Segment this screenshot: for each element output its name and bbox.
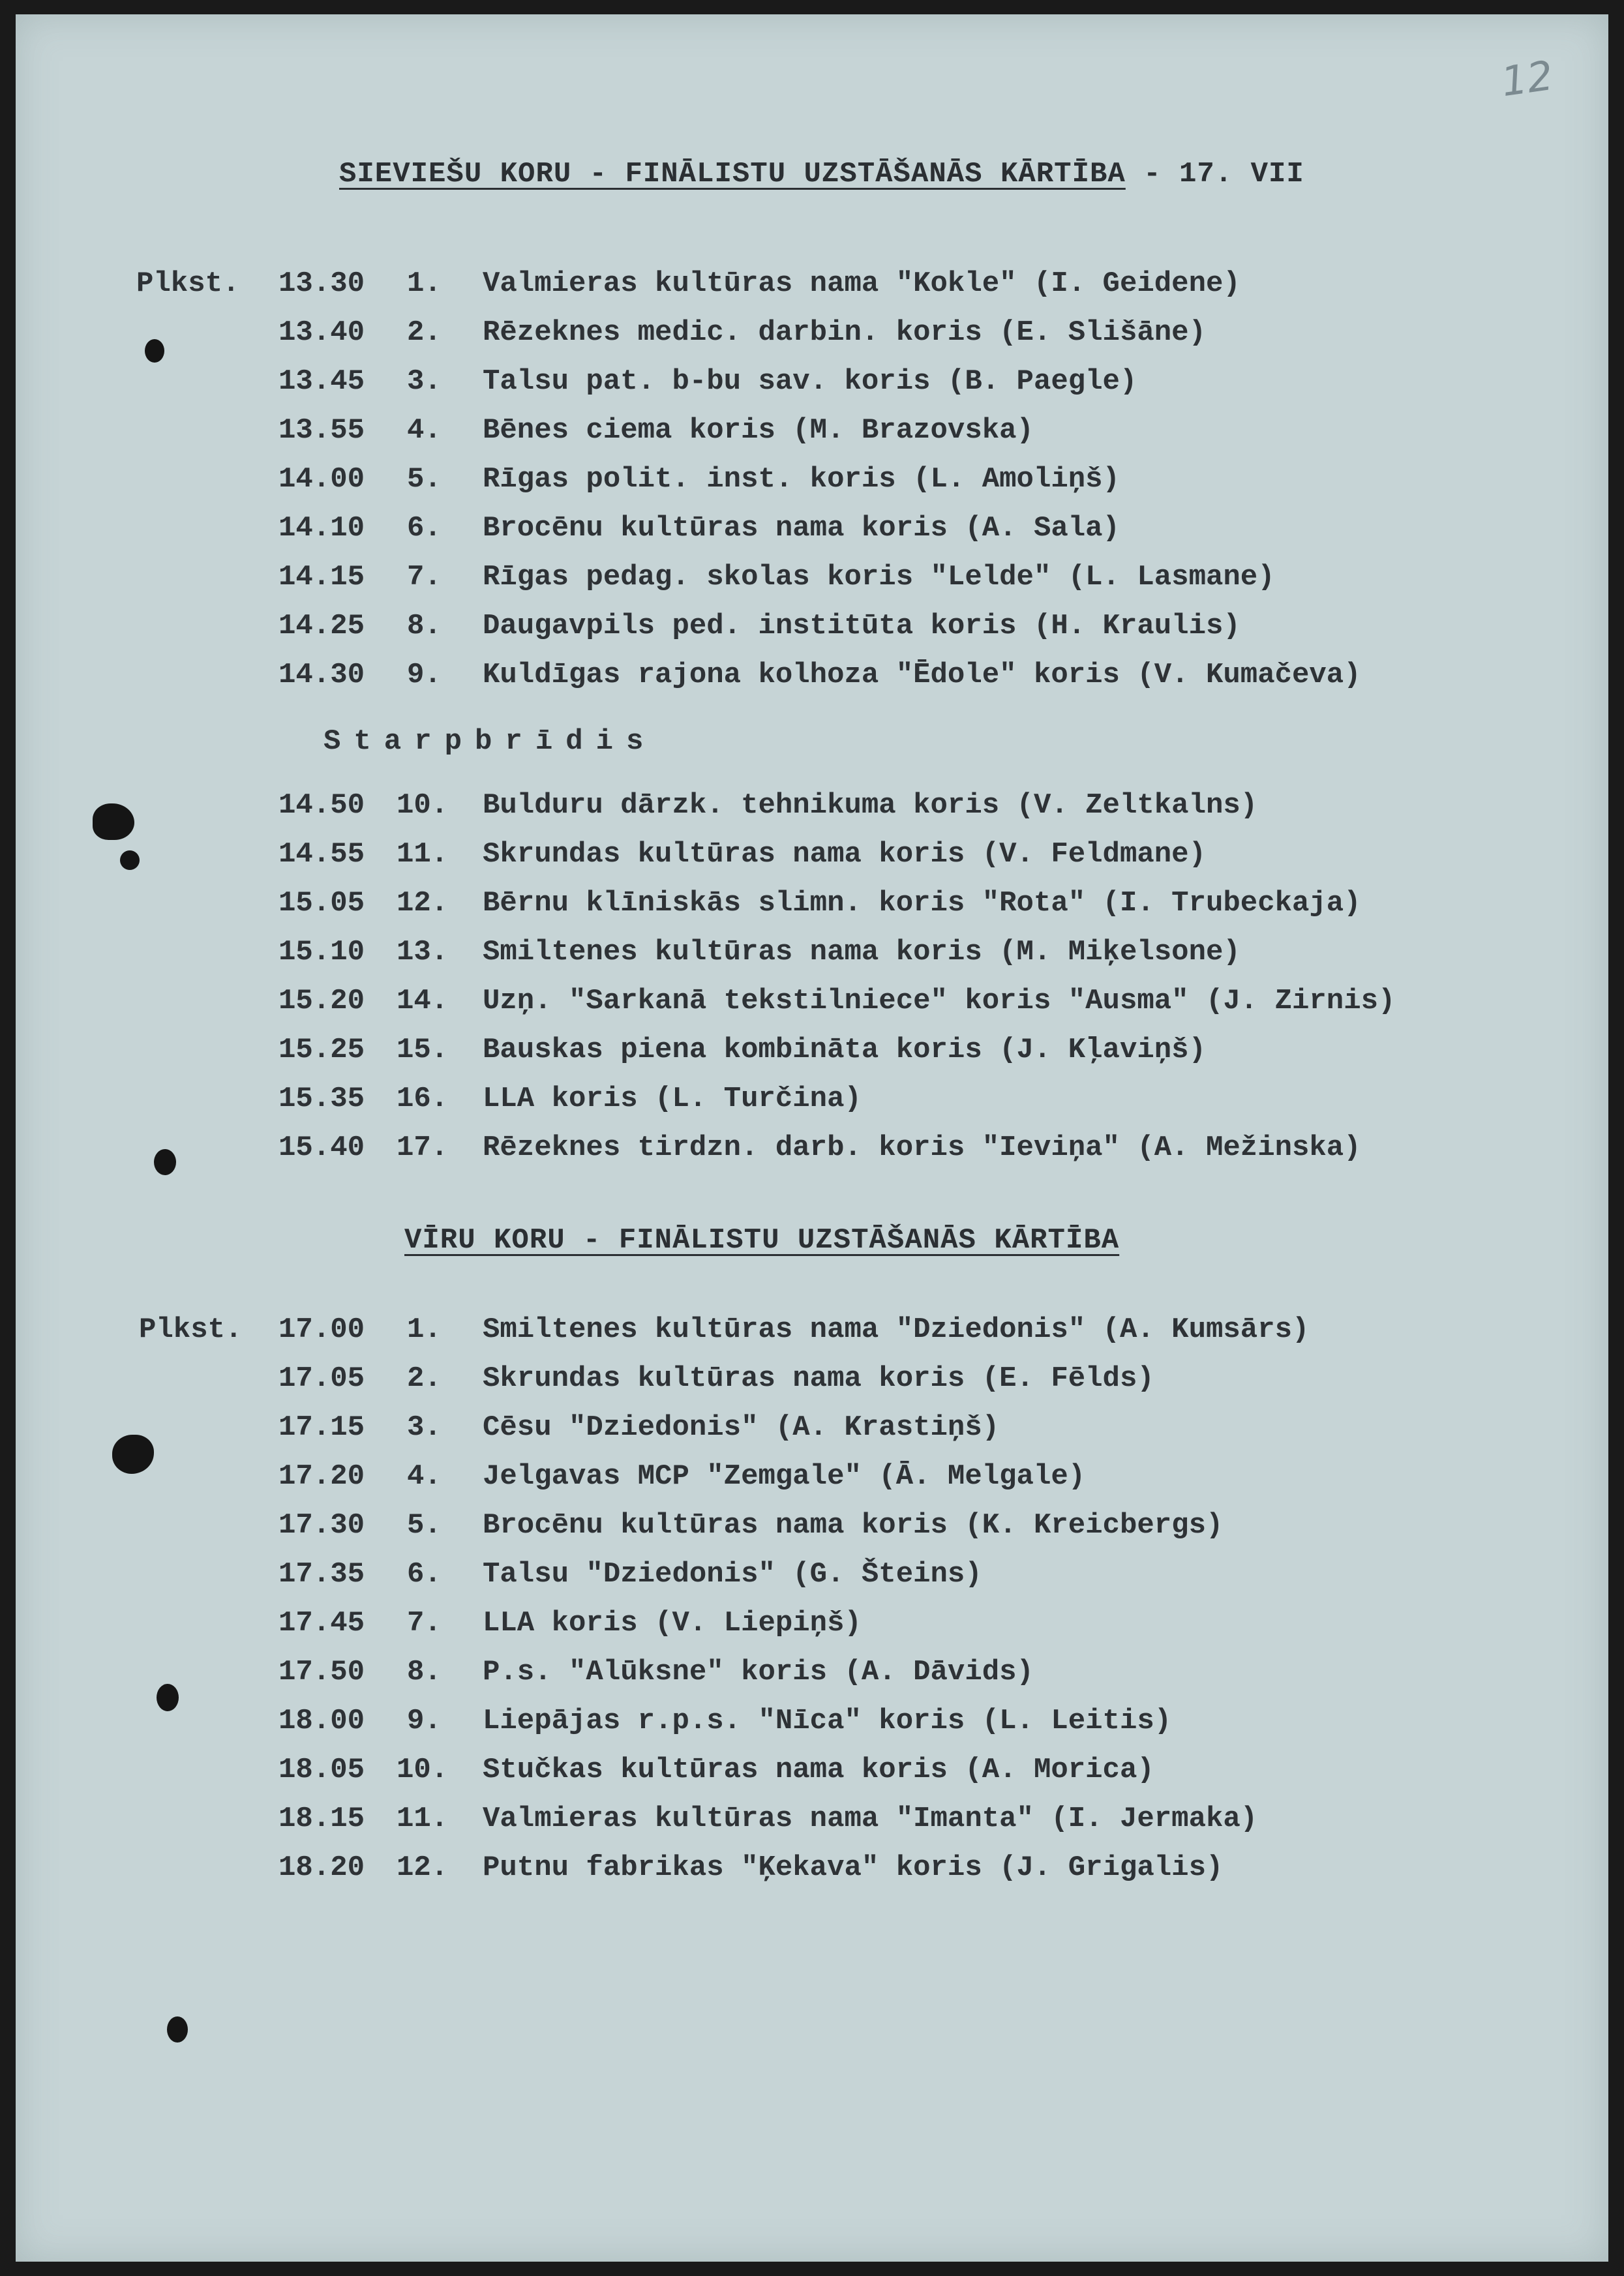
item-number: 5. [407, 1509, 442, 1542]
time: 18.00 [278, 1705, 365, 1737]
intermission-label: Starpbrīdis [323, 725, 657, 758]
item-number: 4. [407, 414, 442, 447]
choir-entry: Cēsu "Dziedonis" (A. Krastiņš) [483, 1411, 1000, 1444]
time: 15.05 [278, 887, 365, 920]
item-number: 11. [397, 838, 449, 871]
choir-entry: Putnu fabrikas "Ķekava" koris (J. Grigalis) [483, 1851, 1224, 1884]
time: 13.40 [278, 316, 365, 349]
men-title-main: VĪRU KORU - FINĀLISTU UZSTĀŠANĀS KĀRTĪBA [404, 1224, 1120, 1257]
item-number: 4. [407, 1460, 442, 1493]
time: 15.35 [278, 1083, 365, 1115]
time: 17.50 [278, 1656, 365, 1688]
choir-entry: Bulduru dārzk. tehnikuma koris (V. Zeltkalns) [483, 789, 1258, 822]
item-number: 2. [407, 1362, 442, 1395]
choir-entry: LLA koris (L. Turčina) [483, 1083, 862, 1115]
item-number: 7. [407, 1607, 442, 1640]
time: 14.50 [278, 789, 365, 822]
women-choirs-title [339, 158, 1304, 190]
document-page [16, 14, 1608, 2262]
choir-entry: Bērnu klīniskās slimn. koris "Rota" (I. Trubeckaja) [483, 887, 1361, 920]
item-number: 5. [407, 463, 442, 496]
punch-hole [112, 1435, 154, 1474]
time: 17.45 [278, 1607, 365, 1640]
choir-entry: Talsu "Dziedonis" (G. Šteins) [483, 1558, 982, 1591]
punch-hole [167, 2016, 188, 2043]
choir-entry: Rēzeknes medic. darbin. koris (E. Slišāne) [483, 316, 1206, 349]
time: 13.55 [278, 414, 365, 447]
choir-entry: Smiltenes kultūras nama "Dziedonis" (A. Kumsārs) [483, 1313, 1310, 1346]
choir-entry: Stučkas kultūras nama koris (A. Morica) [483, 1754, 1154, 1786]
time: 18.05 [278, 1754, 365, 1786]
time: 13.45 [278, 365, 365, 398]
item-number: 10. [397, 1754, 449, 1786]
choir-entry: LLA koris (V. Liepiņš) [483, 1607, 862, 1640]
time: 15.20 [278, 985, 365, 1017]
time: 14.25 [278, 610, 365, 642]
time: 15.10 [278, 936, 365, 968]
choir-entry: Uzņ. "Sarkanā tekstilniece" koris "Ausma" (J. Zirnis) [483, 985, 1396, 1017]
choir-entry: Rēzeknes tirdzn. darb. koris "Ieviņa" (A. Mežinska) [483, 1131, 1361, 1164]
item-number: 2. [407, 316, 442, 349]
choir-entry: Bēnes ciema koris (M. Brazovska) [483, 414, 1034, 447]
choir-entry: Bauskas piena kombināta koris (J. Kļaviņš) [483, 1034, 1206, 1066]
item-number: 6. [407, 1558, 442, 1591]
punch-hole [145, 339, 164, 363]
time-prefix: Plkst. [139, 1313, 243, 1346]
choir-entry: Valmieras kultūras nama "Imanta" (I. Jermaka) [483, 1803, 1258, 1835]
choir-entry: Rīgas pedag. skolas koris "Lelde" (L. Lasmane) [483, 561, 1275, 593]
time: 18.15 [278, 1803, 365, 1835]
choir-entry: Liepājas r.p.s. "Nīca" koris (L. Leitis) [483, 1705, 1172, 1737]
choir-entry: P.s. "Alūksne" koris (A. Dāvids) [483, 1656, 1034, 1688]
choir-entry: Rīgas polit. inst. koris (L. Amoliņš) [483, 463, 1120, 496]
item-number: 9. [407, 1705, 442, 1737]
item-number: 10. [397, 789, 449, 822]
item-number: 3. [407, 1411, 442, 1444]
choir-entry: Brocēnu kultūras nama koris (A. Sala) [483, 512, 1120, 545]
time: 17.30 [278, 1509, 365, 1542]
women-title-date: - 17. VII [1125, 158, 1304, 190]
item-number: 15. [397, 1034, 449, 1066]
time: 13.30 [278, 267, 365, 300]
item-number: 17. [397, 1131, 449, 1164]
item-number: 3. [407, 365, 442, 398]
choir-entry: Skrundas kultūras nama koris (V. Feldmane) [483, 838, 1206, 871]
choir-entry: Daugavpils ped. institūta koris (H. Kraulis) [483, 610, 1241, 642]
item-number: 6. [407, 512, 442, 545]
item-number: 11. [397, 1803, 449, 1835]
time: 14.30 [278, 659, 365, 691]
punch-hole [93, 803, 134, 840]
choir-entry: Brocēnu kultūras nama koris (K. Kreicbergs) [483, 1509, 1224, 1542]
time: 14.15 [278, 561, 365, 593]
item-number: 8. [407, 610, 442, 642]
time: 15.25 [278, 1034, 365, 1066]
time: 14.55 [278, 838, 365, 871]
choir-entry: Kuldīgas rajona kolhoza "Ēdole" koris (V. Kumačeva) [483, 659, 1361, 691]
punch-hole [157, 1684, 179, 1711]
time: 17.20 [278, 1460, 365, 1493]
item-number: 12. [397, 887, 449, 920]
choir-entry: Jelgavas MCP "Zemgale" (Ā. Melgale) [483, 1460, 1086, 1493]
choir-entry: Valmieras kultūras nama "Kokle" (I. Geidene) [483, 267, 1241, 300]
time: 15.40 [278, 1131, 365, 1164]
item-number: 1. [407, 267, 442, 300]
time: 14.10 [278, 512, 365, 545]
men-choirs-title [404, 1224, 1119, 1257]
choir-entry: Smiltenes kultūras nama koris (M. Miķelsone) [483, 936, 1241, 968]
item-number: 14. [397, 985, 449, 1017]
time-prefix: Plkst. [136, 267, 240, 300]
item-number: 9. [407, 659, 442, 691]
punch-hole [120, 850, 140, 870]
time: 14.00 [278, 463, 365, 496]
choir-entry: Skrundas kultūras nama koris (E. Fēlds) [483, 1362, 1154, 1395]
item-number: 16. [397, 1083, 449, 1115]
time: 17.05 [278, 1362, 365, 1395]
time: 17.00 [278, 1313, 365, 1346]
choir-entry: Talsu pat. b-bu sav. koris (B. Paegle) [483, 365, 1137, 398]
time: 18.20 [278, 1851, 365, 1884]
item-number: 13. [397, 936, 449, 968]
women-title-main: SIEVIEŠU KORU - FINĀLISTU UZSTĀŠANĀS KĀRTĪBA [339, 158, 1126, 190]
time: 17.35 [278, 1558, 365, 1591]
page-number: 12 [1498, 51, 1556, 106]
item-number: 1. [407, 1313, 442, 1346]
time: 17.15 [278, 1411, 365, 1444]
item-number: 7. [407, 561, 442, 593]
item-number: 12. [397, 1851, 449, 1884]
punch-hole [154, 1149, 176, 1175]
item-number: 8. [407, 1656, 442, 1688]
